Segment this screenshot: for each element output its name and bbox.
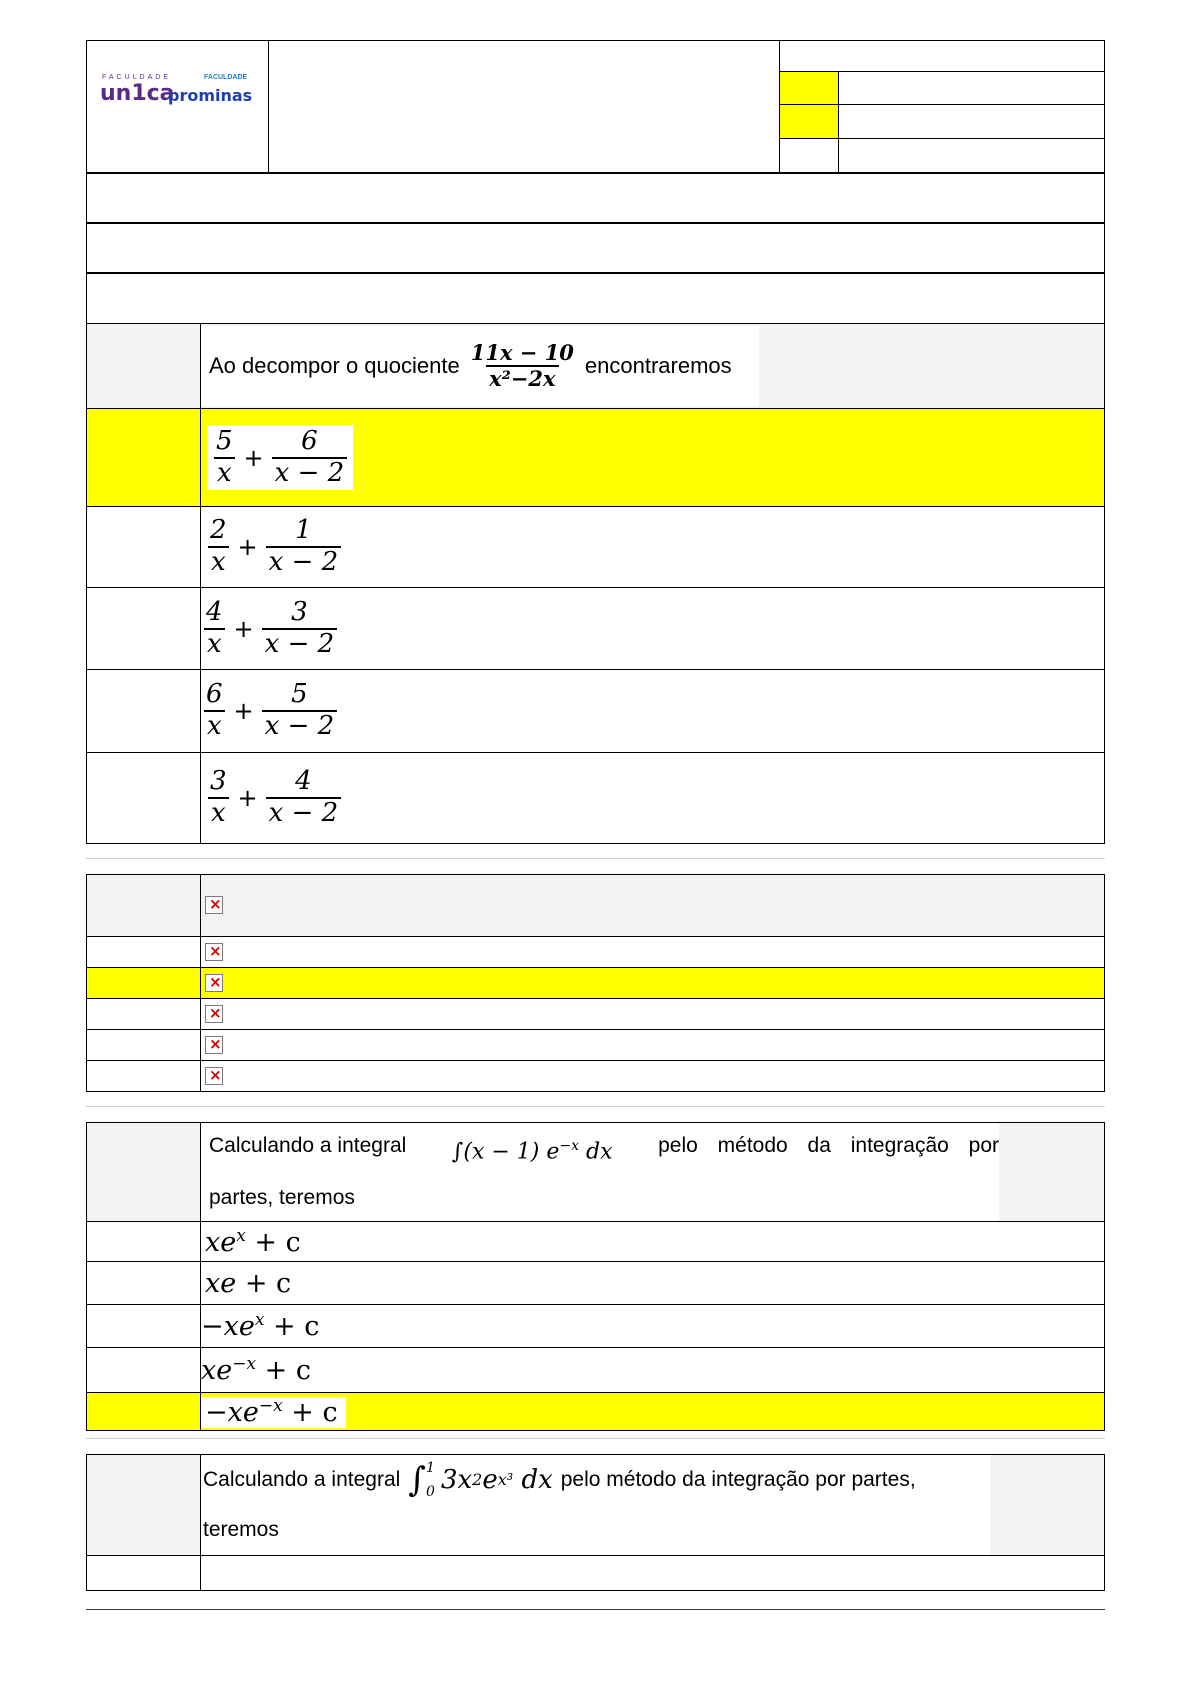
question-separator (86, 858, 1105, 859)
option-label-cell (87, 507, 201, 588)
option-label-cell (87, 1556, 201, 1591)
question4-prompt-line2: teremos (203, 1518, 279, 1541)
option-label-cell (87, 1262, 201, 1305)
question1-option-row[interactable] (87, 588, 1105, 670)
header-divider-logo (268, 40, 269, 174)
logo-brand-left: un1ca (100, 81, 175, 106)
question3-number-cell (87, 1123, 201, 1222)
question2-option-row[interactable] (87, 999, 1105, 1030)
option-b-den: x − 2 (272, 457, 348, 489)
option-label-cell (87, 937, 201, 968)
question1-prompt (201, 324, 1105, 409)
option-a-num: 2 (210, 515, 227, 546)
info-row-2 (86, 222, 1105, 274)
option-label-cell (87, 1305, 201, 1348)
question1-fraction-num: 11x − 10 (470, 339, 574, 365)
option-a-den: x (208, 797, 229, 829)
header-right-inner-divider (838, 71, 839, 174)
option-label-cell (87, 1061, 201, 1092)
question2-table (86, 874, 1105, 1092)
logo-brand-right: prominas (168, 86, 253, 105)
question3-prompt-after: pelo método da integração por (658, 1134, 999, 1157)
option-plus: + (243, 443, 264, 472)
option-b-den: x − 2 (262, 628, 338, 660)
option-label-cell (87, 1030, 201, 1061)
option-label-cell (87, 1348, 201, 1393)
option-plus: + (233, 697, 254, 725)
question-separator (86, 1438, 1105, 1439)
question4-option-row[interactable] (87, 1556, 1105, 1591)
option-b-num: 3 (291, 596, 308, 627)
option-b-num: 6 (301, 425, 318, 456)
option-b-num: 5 (291, 679, 308, 710)
question1-option-row[interactable] (87, 753, 1105, 844)
option-a-num: 4 (206, 596, 223, 627)
question4-number-cell (87, 1455, 201, 1556)
question3-option-row[interactable]: $xe^x + c$ (87, 1222, 1105, 1262)
question1-option-row[interactable] (87, 670, 1105, 753)
option-a-den: x (214, 457, 235, 489)
question3-prompt-line2: partes, teremos (209, 1186, 355, 1210)
question3-option-row[interactable]: $xe^{-x} + c$ (87, 1348, 1105, 1393)
option-label-cell (87, 1393, 201, 1431)
header-yellow-cell-2 (780, 105, 838, 138)
footer-rule (86, 1609, 1105, 1610)
option-b-den: x − 2 (262, 710, 338, 742)
question4-prompt-before: Calculando a integral (203, 1468, 401, 1491)
question2-option-row[interactable] (87, 937, 1105, 968)
question3-option-row[interactable]: xe + c (87, 1262, 1105, 1305)
option-label-cell (87, 670, 201, 753)
question3-prompt-before: Calculando a integral (209, 1134, 407, 1157)
option-label-cell (87, 588, 201, 670)
option-a-num: 5 (216, 425, 233, 456)
question4-table (86, 1454, 1105, 1591)
question3-table (86, 1122, 1105, 1431)
option-label-cell (87, 409, 201, 507)
info-row-1 (86, 172, 1105, 224)
header-yellow-cell-1 (780, 72, 838, 104)
logo-small-left: FACULDADE (102, 74, 172, 81)
option-b-den: x − 2 (266, 546, 342, 578)
question1-fraction-den: x²−2x (486, 365, 558, 391)
option-plus: + (237, 784, 258, 812)
header-right-row3 (779, 138, 1105, 139)
option-label-cell (87, 1222, 201, 1262)
option-label-cell (87, 753, 201, 844)
option-a-den: x (208, 546, 229, 578)
question2-option-row[interactable] (87, 968, 1105, 999)
question1-prompt-before: Ao decompor o quociente (209, 353, 460, 378)
question1-table (86, 323, 1105, 844)
question1-option-row[interactable] (87, 507, 1105, 588)
option-label-cell (87, 968, 201, 999)
broken-image-icon (205, 974, 223, 992)
option-plus: + (233, 614, 254, 643)
question1-fraction (468, 341, 577, 391)
broken-image-icon (205, 943, 223, 961)
question3-option-row[interactable]: $-xe^x + c$ (87, 1305, 1105, 1348)
option-a-num: 3 (210, 766, 227, 797)
question2-option-row[interactable] (87, 1030, 1105, 1061)
option-b-num: 4 (295, 766, 312, 797)
option-a-den: x (204, 710, 225, 742)
question4-prompt-after: pelo método da integração por partes, (560, 1468, 916, 1491)
logo (100, 72, 260, 108)
option-b-den: x − 2 (266, 797, 342, 829)
option-a-den: x (204, 628, 225, 660)
logo-small-right: FACULDADE (204, 74, 248, 81)
option-plus: + (237, 533, 258, 561)
question1-option-row[interactable] (87, 409, 1105, 507)
question4-integral: ∫ 1 0 3x 2 e x³ dx (408, 1460, 553, 1500)
question1-prompt-after: encontraremos (584, 353, 732, 378)
info-row-3 (86, 272, 1105, 324)
broken-image-icon (205, 1005, 223, 1023)
question3-option-row[interactable]: $-xe^{-x} + c$ (87, 1393, 1105, 1431)
option-label-cell (87, 999, 201, 1030)
broken-image-icon (205, 1036, 223, 1054)
question2-option-row[interactable] (87, 1061, 1105, 1092)
question-separator (86, 1106, 1105, 1107)
broken-image-icon (205, 1067, 223, 1085)
question2-number-cell (87, 875, 201, 937)
broken-image-icon (205, 896, 223, 914)
option-b-num: 1 (295, 515, 312, 546)
question3-integral: ∫(x − 1) $e^{-x}$ dx (451, 1138, 613, 1165)
question1-number-cell (87, 324, 201, 409)
option-a-num: 6 (206, 679, 223, 710)
